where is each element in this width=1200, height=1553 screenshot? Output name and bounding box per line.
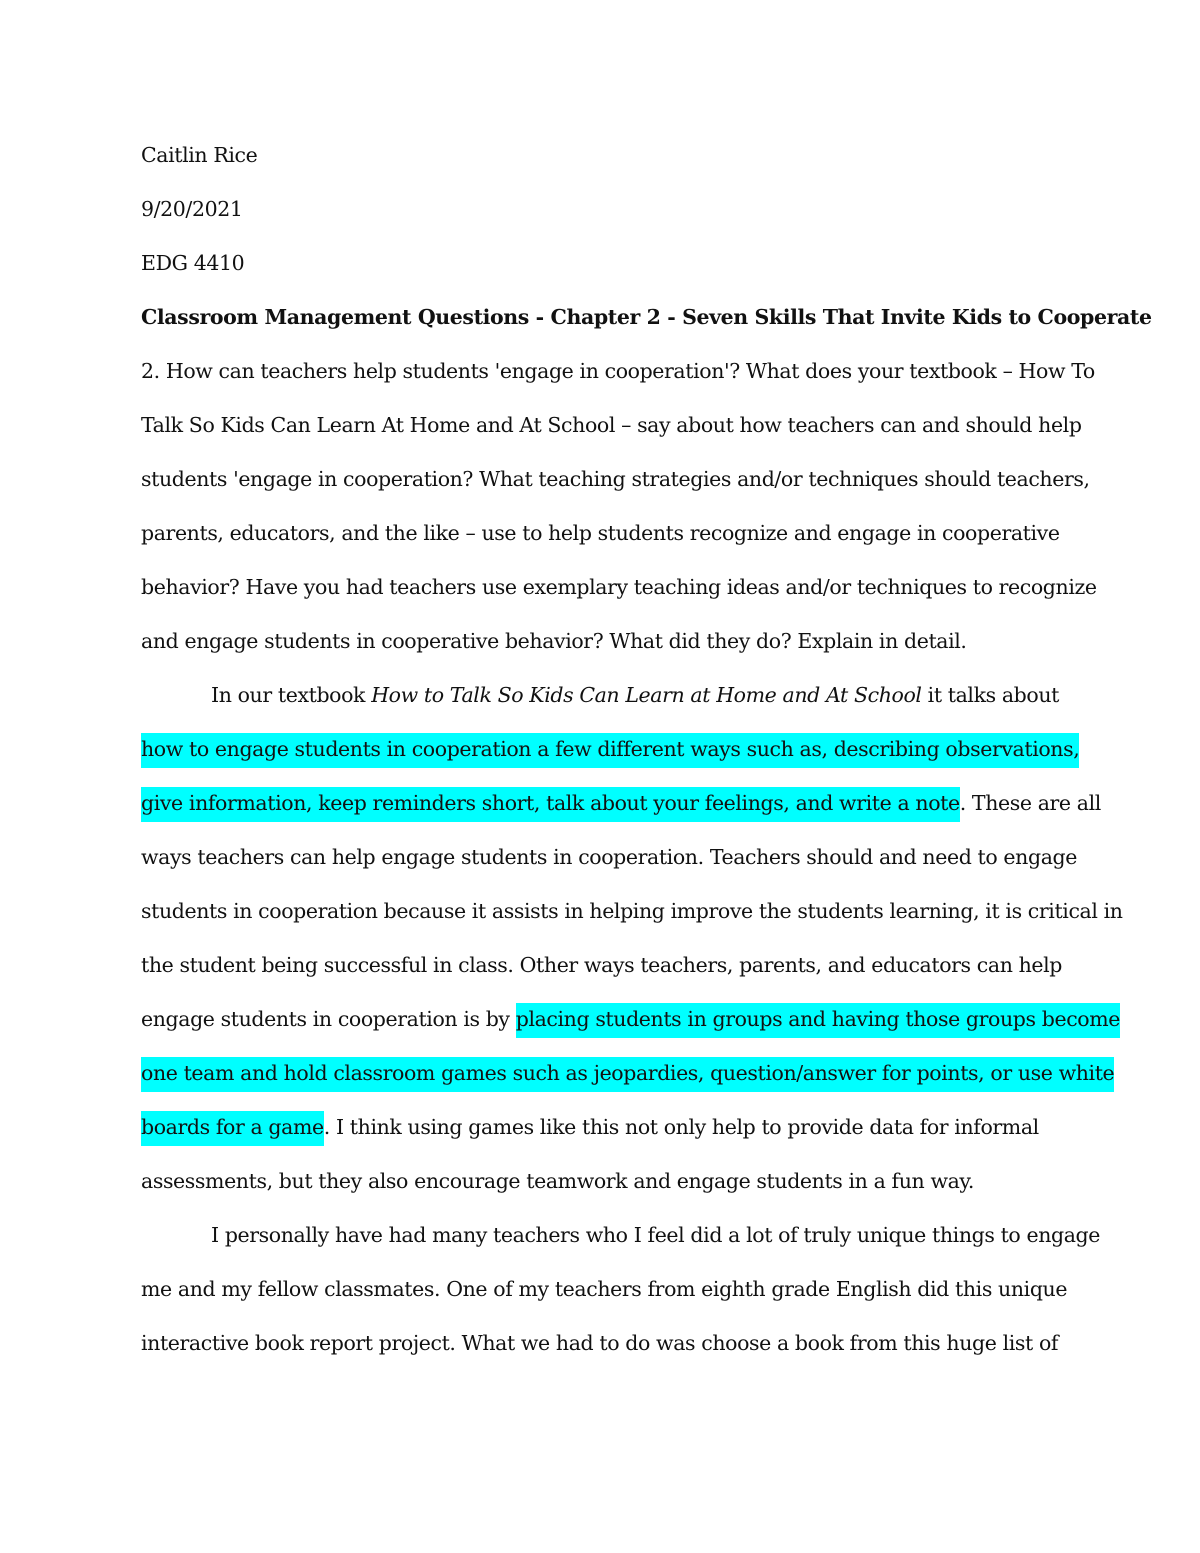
question-line: and engage students in cooperative behavior? What did they do? Explain in detail. (141, 629, 967, 653)
question-line: students 'engage in cooperation? What teaching strategies and/or techniques should teachers, (141, 467, 1090, 491)
paragraph-1-line (141, 722, 1080, 776)
paragraph-1-line (141, 992, 1121, 1046)
paragraph-1-line (141, 776, 1101, 830)
document-title: Classroom Management Questions - Chapter 2 - Seven Skills That Invite Kids to Cooperate (141, 305, 1152, 329)
question-line: 2. How can teachers help students 'engage in cooperation'? What does your textbook – How To (141, 359, 1095, 383)
paragraph-2-line: I personally have had many teachers who I feel did a lot of truly unique things to engage (211, 1223, 1101, 1247)
text-run: engage students in cooperation is by (141, 1007, 516, 1031)
highlighted-text: boards for a game (141, 1111, 324, 1146)
document-body (141, 128, 1152, 1370)
book-title: How to Talk So Kids Can Learn at Home and At School (371, 683, 922, 707)
paragraph-1-line (141, 668, 1061, 722)
text-run: . These are all (959, 791, 1101, 815)
highlighted-text: give information, keep reminders short, talk about your feelings, and write a note (141, 787, 960, 822)
course-code: EDG 4410 (141, 251, 245, 275)
paragraph-2-line: interactive book report project. What we had to do was choose a book from this huge list of (141, 1331, 1059, 1355)
question-line: parents, educators, and the like – use to help students recognize and engage in cooperative (141, 521, 1060, 545)
highlighted-text: placing students in groups and having those groups become (516, 1003, 1120, 1038)
text-run: it talks about (921, 683, 1059, 707)
author-name: Caitlin Rice (141, 143, 258, 167)
text-run: In our textbook (211, 683, 372, 707)
text-run: . I think using games like this not only help to provide data for informal (323, 1115, 1039, 1139)
paragraph-1-line: ways teachers can help engage students in cooperation. Teachers should and need to engage (141, 845, 1077, 869)
document-date: 9/20/2021 (141, 197, 243, 221)
paragraph-1-line: assessments, but they also encourage teamwork and engage students in a fun way. (141, 1169, 974, 1193)
paragraph-1-line (141, 1046, 1115, 1100)
highlighted-text: how to engage students in cooperation a few different ways such as, describing observations, (141, 733, 1079, 768)
paragraph-1-line (141, 1100, 1061, 1154)
question-line: Talk So Kids Can Learn At Home and At School – say about how teachers can and should help (141, 413, 1082, 437)
question-line: behavior? Have you had teachers use exemplary teaching ideas and/or techniques to recognize (141, 575, 1097, 599)
highlighted-text: one team and hold classroom games such as jeopardies, question/answer for points, or use white (141, 1057, 1114, 1092)
paragraph-2-line: me and my fellow classmates. One of my teachers from eighth grade English did this unique (141, 1277, 1068, 1301)
paragraph-1-line: the student being successful in class. Other ways teachers, parents, and educators can help (141, 953, 1063, 977)
paragraph-1-line: students in cooperation because it assists in helping improve the students learning, it is critical in (141, 899, 1123, 923)
